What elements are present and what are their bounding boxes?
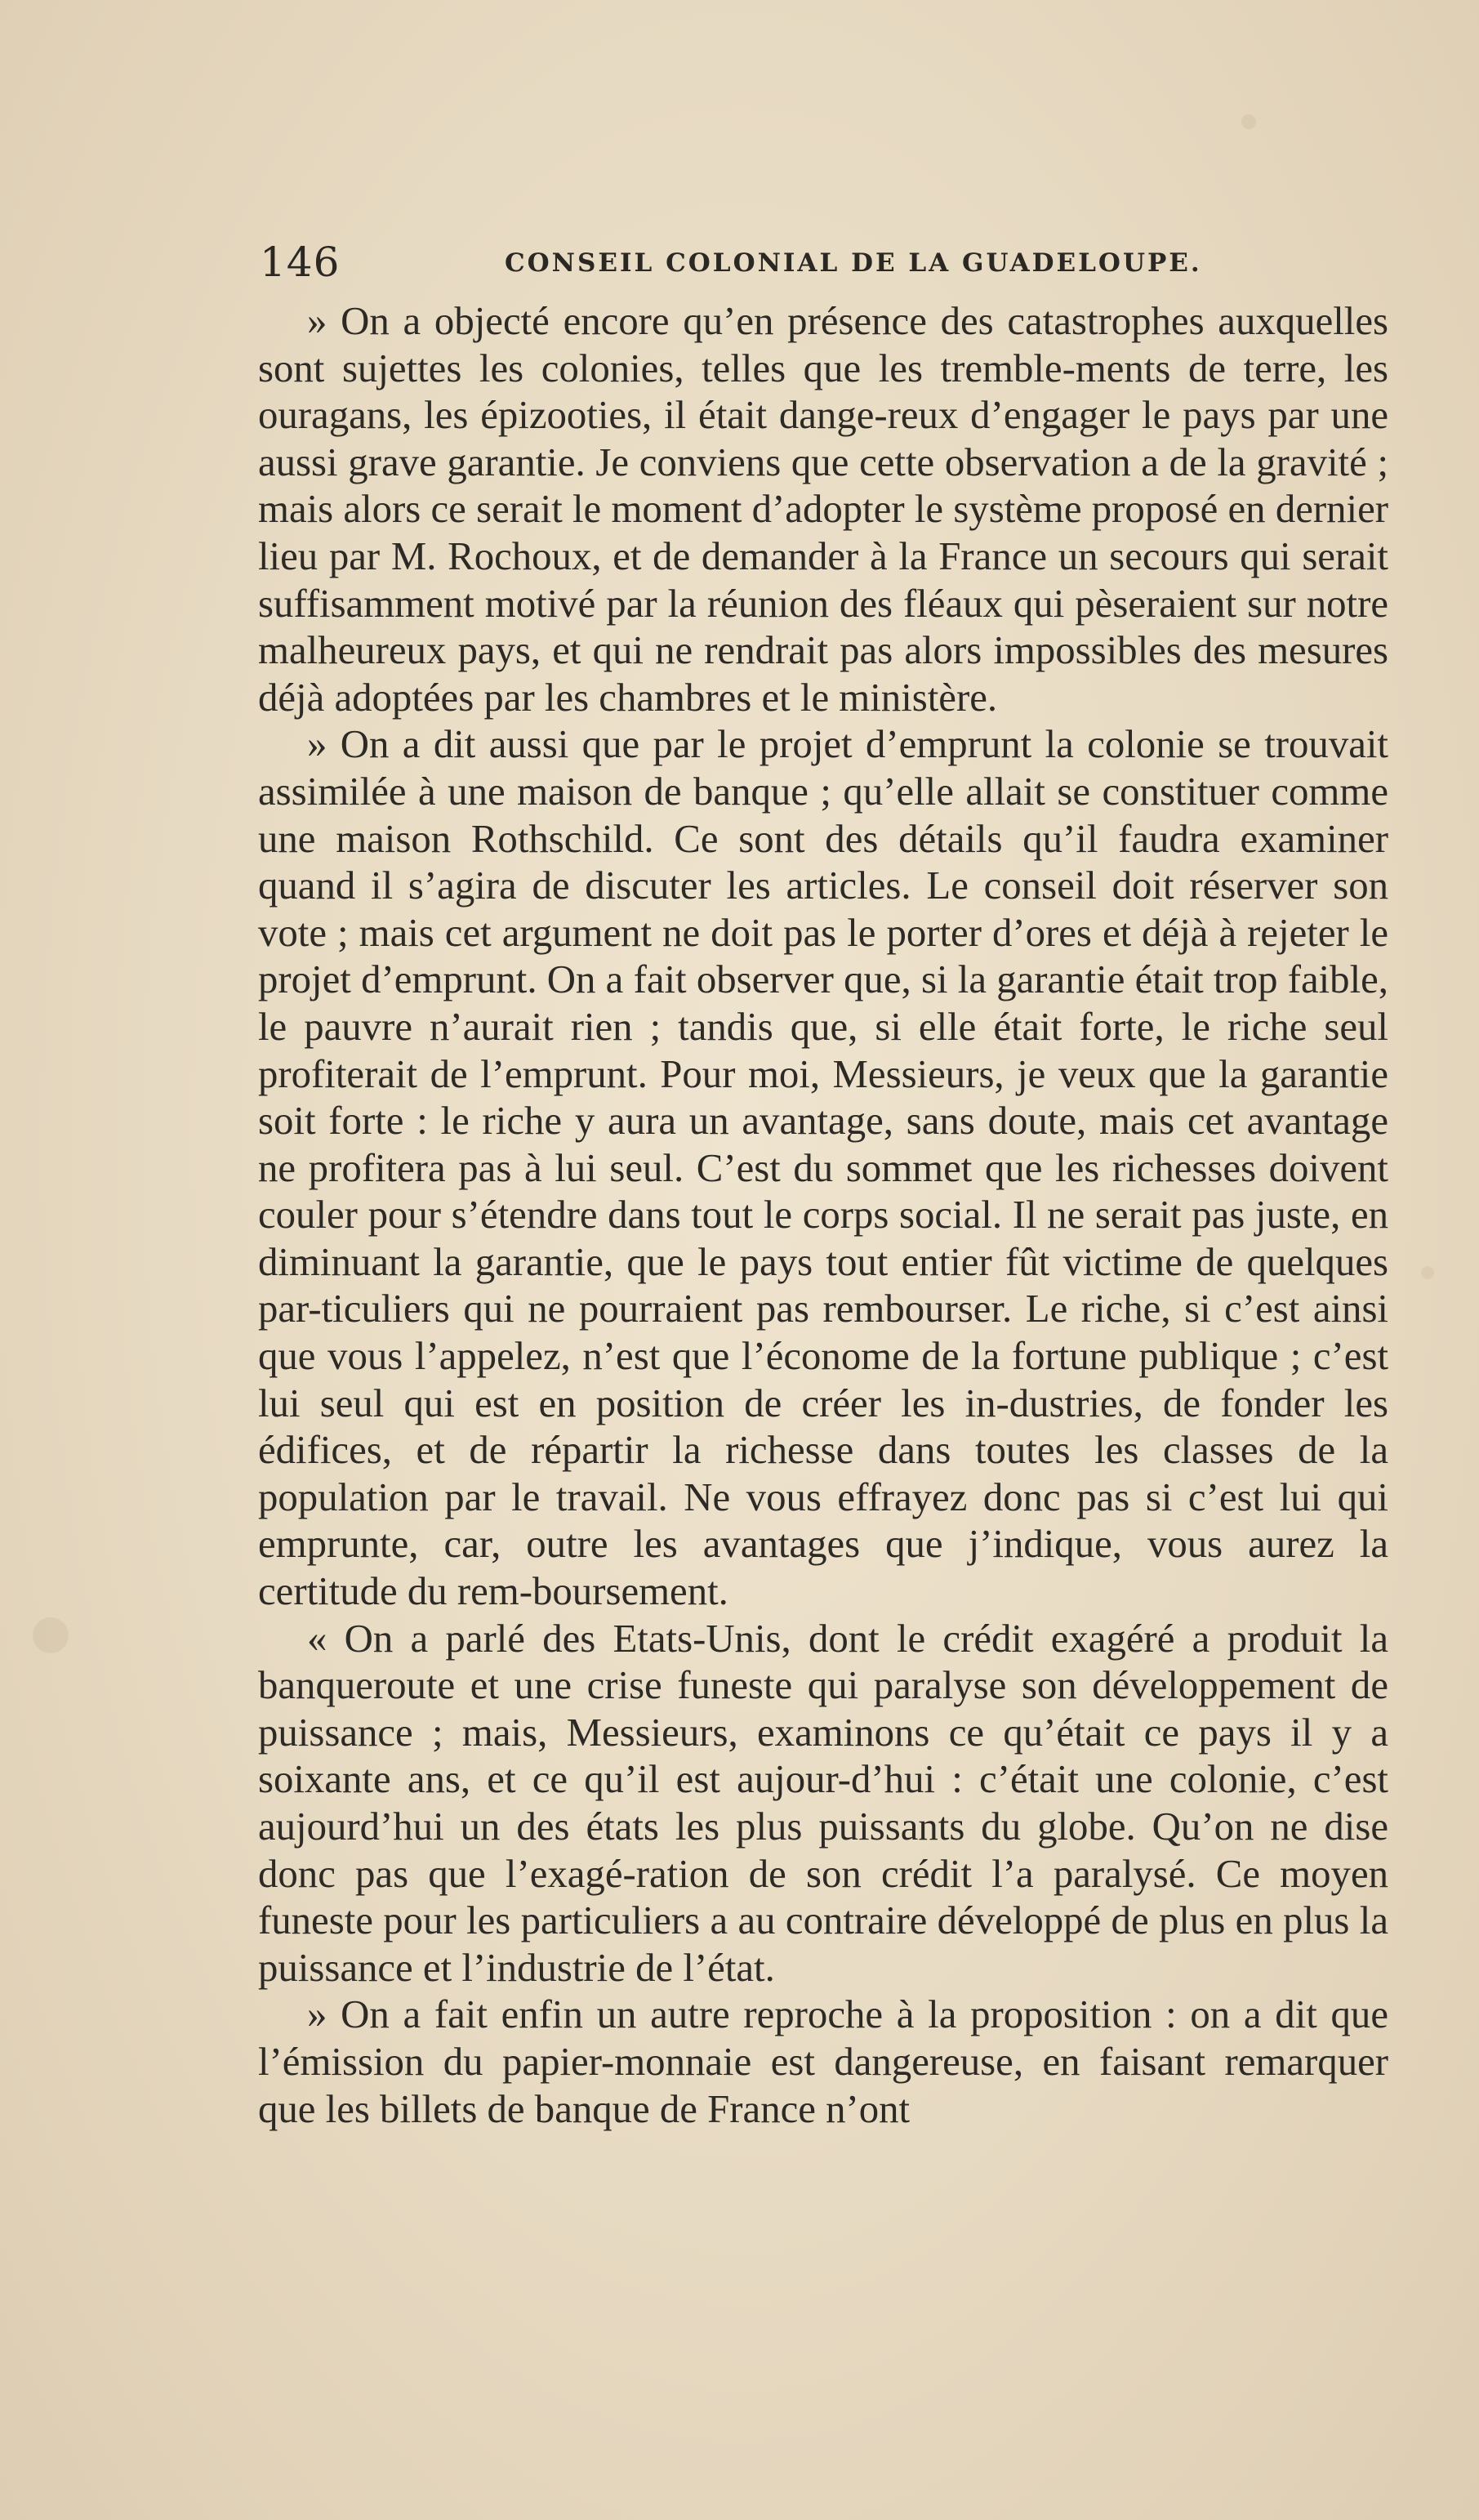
paragraph: » On a fait enfin un autre reproche à la proposition : on a dit que l’émission du papier-monnaie est dangereuse, en faisant remarquer que les billets de banque de France n’ont [258, 1992, 1388, 2131]
page-number: 146 [260, 239, 341, 286]
paper-stain [1421, 1266, 1434, 1279]
running-head: CONSEIL COLONIAL DE LA GUADELOUPE. [505, 248, 1202, 278]
paragraph: » On a objecté encore qu’en présence des catastrophes auxquelles sont sujettes les colonies, telles que les tremble-ments de terre, les ouragans, les épizooties, il était dange-reux d’engager le pays par une aussi grave garantie. Je conviens que cette observation a de la gravité ; mais alors ce serait le moment d’adopter le système proposé en dernier lieu par M. Rochoux, et de demander à la France un secours qui serait suffisamment motivé par la réunion des fléaux qui pèseraient sur notre malheureux pays, et qui ne rendrait pas alors impossibles des mesures déjà adoptées par les chambres et le ministère. [258, 299, 1388, 720]
paragraph: » On a dit aussi que par le projet d’emprunt la colonie se trouvait assimilée à une maison de banque ; qu’elle allait se constituer comme une maison Rothschild. Ce sont des détails qu’il faudra examiner quand il s’agira de discuter les articles. Le conseil doit réserver son vote ; mais cet argument ne doit pas le porter d’ores et déjà à rejeter le projet d’emprunt. On a fait observer que, si la garantie était trop faible, le pauvre n’aurait rien ; tandis que, si elle était forte, le riche seul profiterait de l’emprunt. Pour moi, Messieurs, je veux que la garantie soit forte : le riche y aura un avantage, sans doute, mais cet avantage ne profitera pas à lui seul. C’est du sommet que les richesses doivent couler pour s’étendre dans tout le corps social. Il ne serait pas juste, en diminuant la garantie, que le pays tout entier fût victime de quelques par-ticuliers qui ne pourraient pas rembourser. Le riche, si c’est ainsi que vous l’appelez, n’est que l’économe de la fortune publique ; c’est lui seul qui est en position de créer les in-dustries, de fonder les édifices, et de répartir la richesse dans toutes les classes de la population par le travail. Ne vous effrayez donc pas si c’est lui qui emprunte, car, outre les avantages que j’indique, vous aurez la certitude du rem-boursement. [258, 722, 1388, 1614]
paper-stain [1241, 114, 1256, 129]
body-text [258, 298, 1388, 2133]
page-header [260, 239, 1419, 296]
paper-stain [33, 1617, 69, 1653]
paragraph: « On a parlé des Etats-Unis, dont le crédit exagéré a produit la banqueroute et une crise funeste qui paralyse son développement de puissance ; mais, Messieurs, examinons ce qu’était ce pays il y a soixante ans, et ce qu’il est aujour-d’hui : c’était une colonie, c’est aujourd’hui un des états les plus puissants du globe. Qu’on ne dise donc pas que l’exagé-ration de son crédit l’a paralysé. Ce moyen funeste pour les particuliers a au contraire développé de plus en plus la puissance et l’industrie de l’état. [258, 1616, 1388, 1990]
